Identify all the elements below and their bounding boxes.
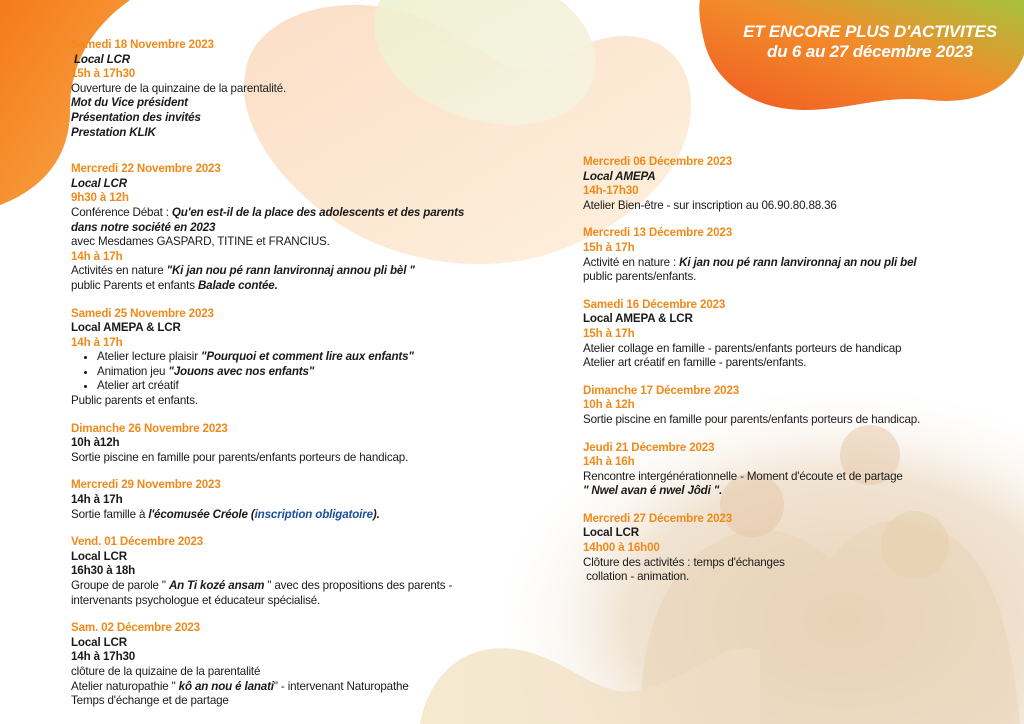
event-line: Temps d'échange et de partage xyxy=(71,694,229,708)
list-item: • Atelier art créatif xyxy=(97,379,511,394)
event-date: Mercredi 22 Novembre 2023 xyxy=(71,162,221,176)
event-venue: Local LCR xyxy=(71,549,127,563)
event-13-dec xyxy=(583,226,983,284)
event-line: Atelier naturopathie " kô an nou é lanati" - intervenant Naturopathe xyxy=(71,679,409,693)
list-item: • Animation jeu "Jouons avec nos enfants" xyxy=(97,365,511,380)
event-22-nov xyxy=(71,162,511,293)
activity-list xyxy=(71,350,511,394)
event-line: Sortie piscine en famille pour parents/enfants porteurs de handicap. xyxy=(583,412,921,426)
right-column xyxy=(583,155,983,585)
event-date: Mercredi 06 Décembre 2023 xyxy=(583,155,732,168)
event-line: Activités en nature "Ki jan nou pé rann lanvironnaj annou pli bèl " xyxy=(71,264,415,278)
event-21-dec xyxy=(583,441,983,499)
event-line: collation - animation. xyxy=(583,570,690,584)
event-time: 14h à 17h xyxy=(71,493,123,507)
event-line: Sortie piscine en famille pour parents/enfants porteurs de handicap. xyxy=(71,450,409,464)
event-29-nov xyxy=(71,478,511,522)
event-time: 14h à 16h xyxy=(583,455,635,469)
list-item: • Atelier lecture plaisir "Pourquoi et comment lire aux enfants" xyxy=(97,350,511,365)
event-line: Public parents et enfants. xyxy=(71,394,198,408)
banner-line-1: ET ENCORE PLUS D'ACTIVITES xyxy=(743,22,997,41)
event-line: Atelier collage en famille - parents/enfants porteurs de handicap xyxy=(583,341,902,355)
event-venue: Local LCR xyxy=(71,635,127,649)
event-line: Activité en nature : Ki jan nou pé rann lanvironnaj an nou pli bel xyxy=(583,255,917,269)
event-18-nov xyxy=(71,38,511,140)
event-time: 15h à 17h xyxy=(583,326,635,340)
event-time: 16h30 à 18h xyxy=(71,564,136,578)
event-line: intervenants psychologue et éducateur spécialisé. xyxy=(71,593,321,607)
inscription-link: inscription obligatoire xyxy=(254,507,373,521)
event-date: Samedi 25 Novembre 2023 xyxy=(71,306,214,320)
event-time: 14h00 à 16h00 xyxy=(583,541,660,555)
event-17-dec xyxy=(583,384,983,428)
event-line: Rencontre intergénérationnelle - Moment d'écoute et de partage xyxy=(583,469,903,483)
left-column xyxy=(71,38,511,709)
event-date: Vend. 01 Décembre 2023 xyxy=(71,535,204,549)
event-time: 14h à 17h xyxy=(71,249,123,263)
event-venue: Local LCR xyxy=(583,526,639,540)
event-date: Dimanche 17 Décembre 2023 xyxy=(583,383,740,397)
event-02-dec xyxy=(71,621,511,709)
event-time: 14h à 17h30 xyxy=(71,650,136,664)
event-line: dans notre société en 2023 xyxy=(71,220,216,234)
event-line: Groupe de parole " An Ti kozé ansam " avec des propositions des parents - xyxy=(71,579,453,592)
event-25-nov xyxy=(71,307,511,409)
event-line: Mot du Vice président xyxy=(71,96,188,110)
event-16-dec xyxy=(583,298,983,371)
event-date: Samedi 18 Novembre 2023 xyxy=(71,38,214,51)
event-line: Atelier Bien-être - sur inscription au 06.90.80.88.36 xyxy=(583,198,837,212)
activities-banner xyxy=(730,22,1010,62)
event-time: 15h à 17h xyxy=(583,240,635,254)
event-line: Prestation KLIK xyxy=(71,125,156,139)
event-time: 10h à12h xyxy=(71,436,120,450)
event-venue: Local AMEPA xyxy=(583,169,656,183)
event-venue: Local AMEPA & LCR xyxy=(71,321,181,335)
event-06-dec xyxy=(583,155,983,213)
event-date: Sam. 02 Décembre 2023 xyxy=(71,621,200,635)
event-line: Clôture des activités : temps d'échanges xyxy=(583,555,785,569)
event-date: Mercredi 13 Décembre 2023 xyxy=(583,226,732,240)
banner-line-2: du 6 au 27 décembre 2023 xyxy=(767,42,973,61)
event-line: public parents/enfants. xyxy=(583,270,697,284)
event-line: clôture de la quizaine de la parentalité xyxy=(71,664,261,678)
event-line: public Parents et enfants Balade contée. xyxy=(71,278,278,292)
event-26-nov xyxy=(71,422,511,466)
event-line: Sortie famille à l'écomusée Créole (inscription obligatoire). xyxy=(71,507,380,521)
event-date: Mercredi 29 Novembre 2023 xyxy=(71,478,221,492)
event-venue: Local LCR xyxy=(71,176,127,190)
event-date: Dimanche 26 Novembre 2023 xyxy=(71,421,228,435)
event-venue: Local LCR xyxy=(74,52,130,66)
event-line: " Nwel avan é nwel Jôdi ". xyxy=(583,484,723,498)
event-time: 14h à 17h xyxy=(71,335,123,349)
event-time: 9h30 à 12h xyxy=(71,191,129,205)
event-time: 14h-17h30 xyxy=(583,184,639,198)
event-27-dec xyxy=(583,512,983,585)
event-time: 15h à 17h30 xyxy=(71,67,136,81)
event-line: Atelier art créatif en famille - parents/enfants. xyxy=(583,356,807,370)
event-venue: Local AMEPA & LCR xyxy=(583,312,693,326)
event-time: 10h à 12h xyxy=(583,398,635,412)
event-line: avec Mesdames GASPARD, TITINE et FRANCIUS. xyxy=(71,235,330,249)
event-line: Ouverture de la quinzaine de la parentalité. xyxy=(71,81,287,95)
event-line: Conférence Débat : Qu'en est-il de la place des adolescents et des parents xyxy=(71,205,465,219)
event-date: Jeudi 21 Décembre 2023 xyxy=(583,440,715,454)
event-01-dec xyxy=(71,535,511,608)
event-line: Présentation des invités xyxy=(71,110,201,124)
event-date: Samedi 16 Décembre 2023 xyxy=(583,297,726,311)
event-date: Mercredi 27 Décembre 2023 xyxy=(583,511,732,525)
